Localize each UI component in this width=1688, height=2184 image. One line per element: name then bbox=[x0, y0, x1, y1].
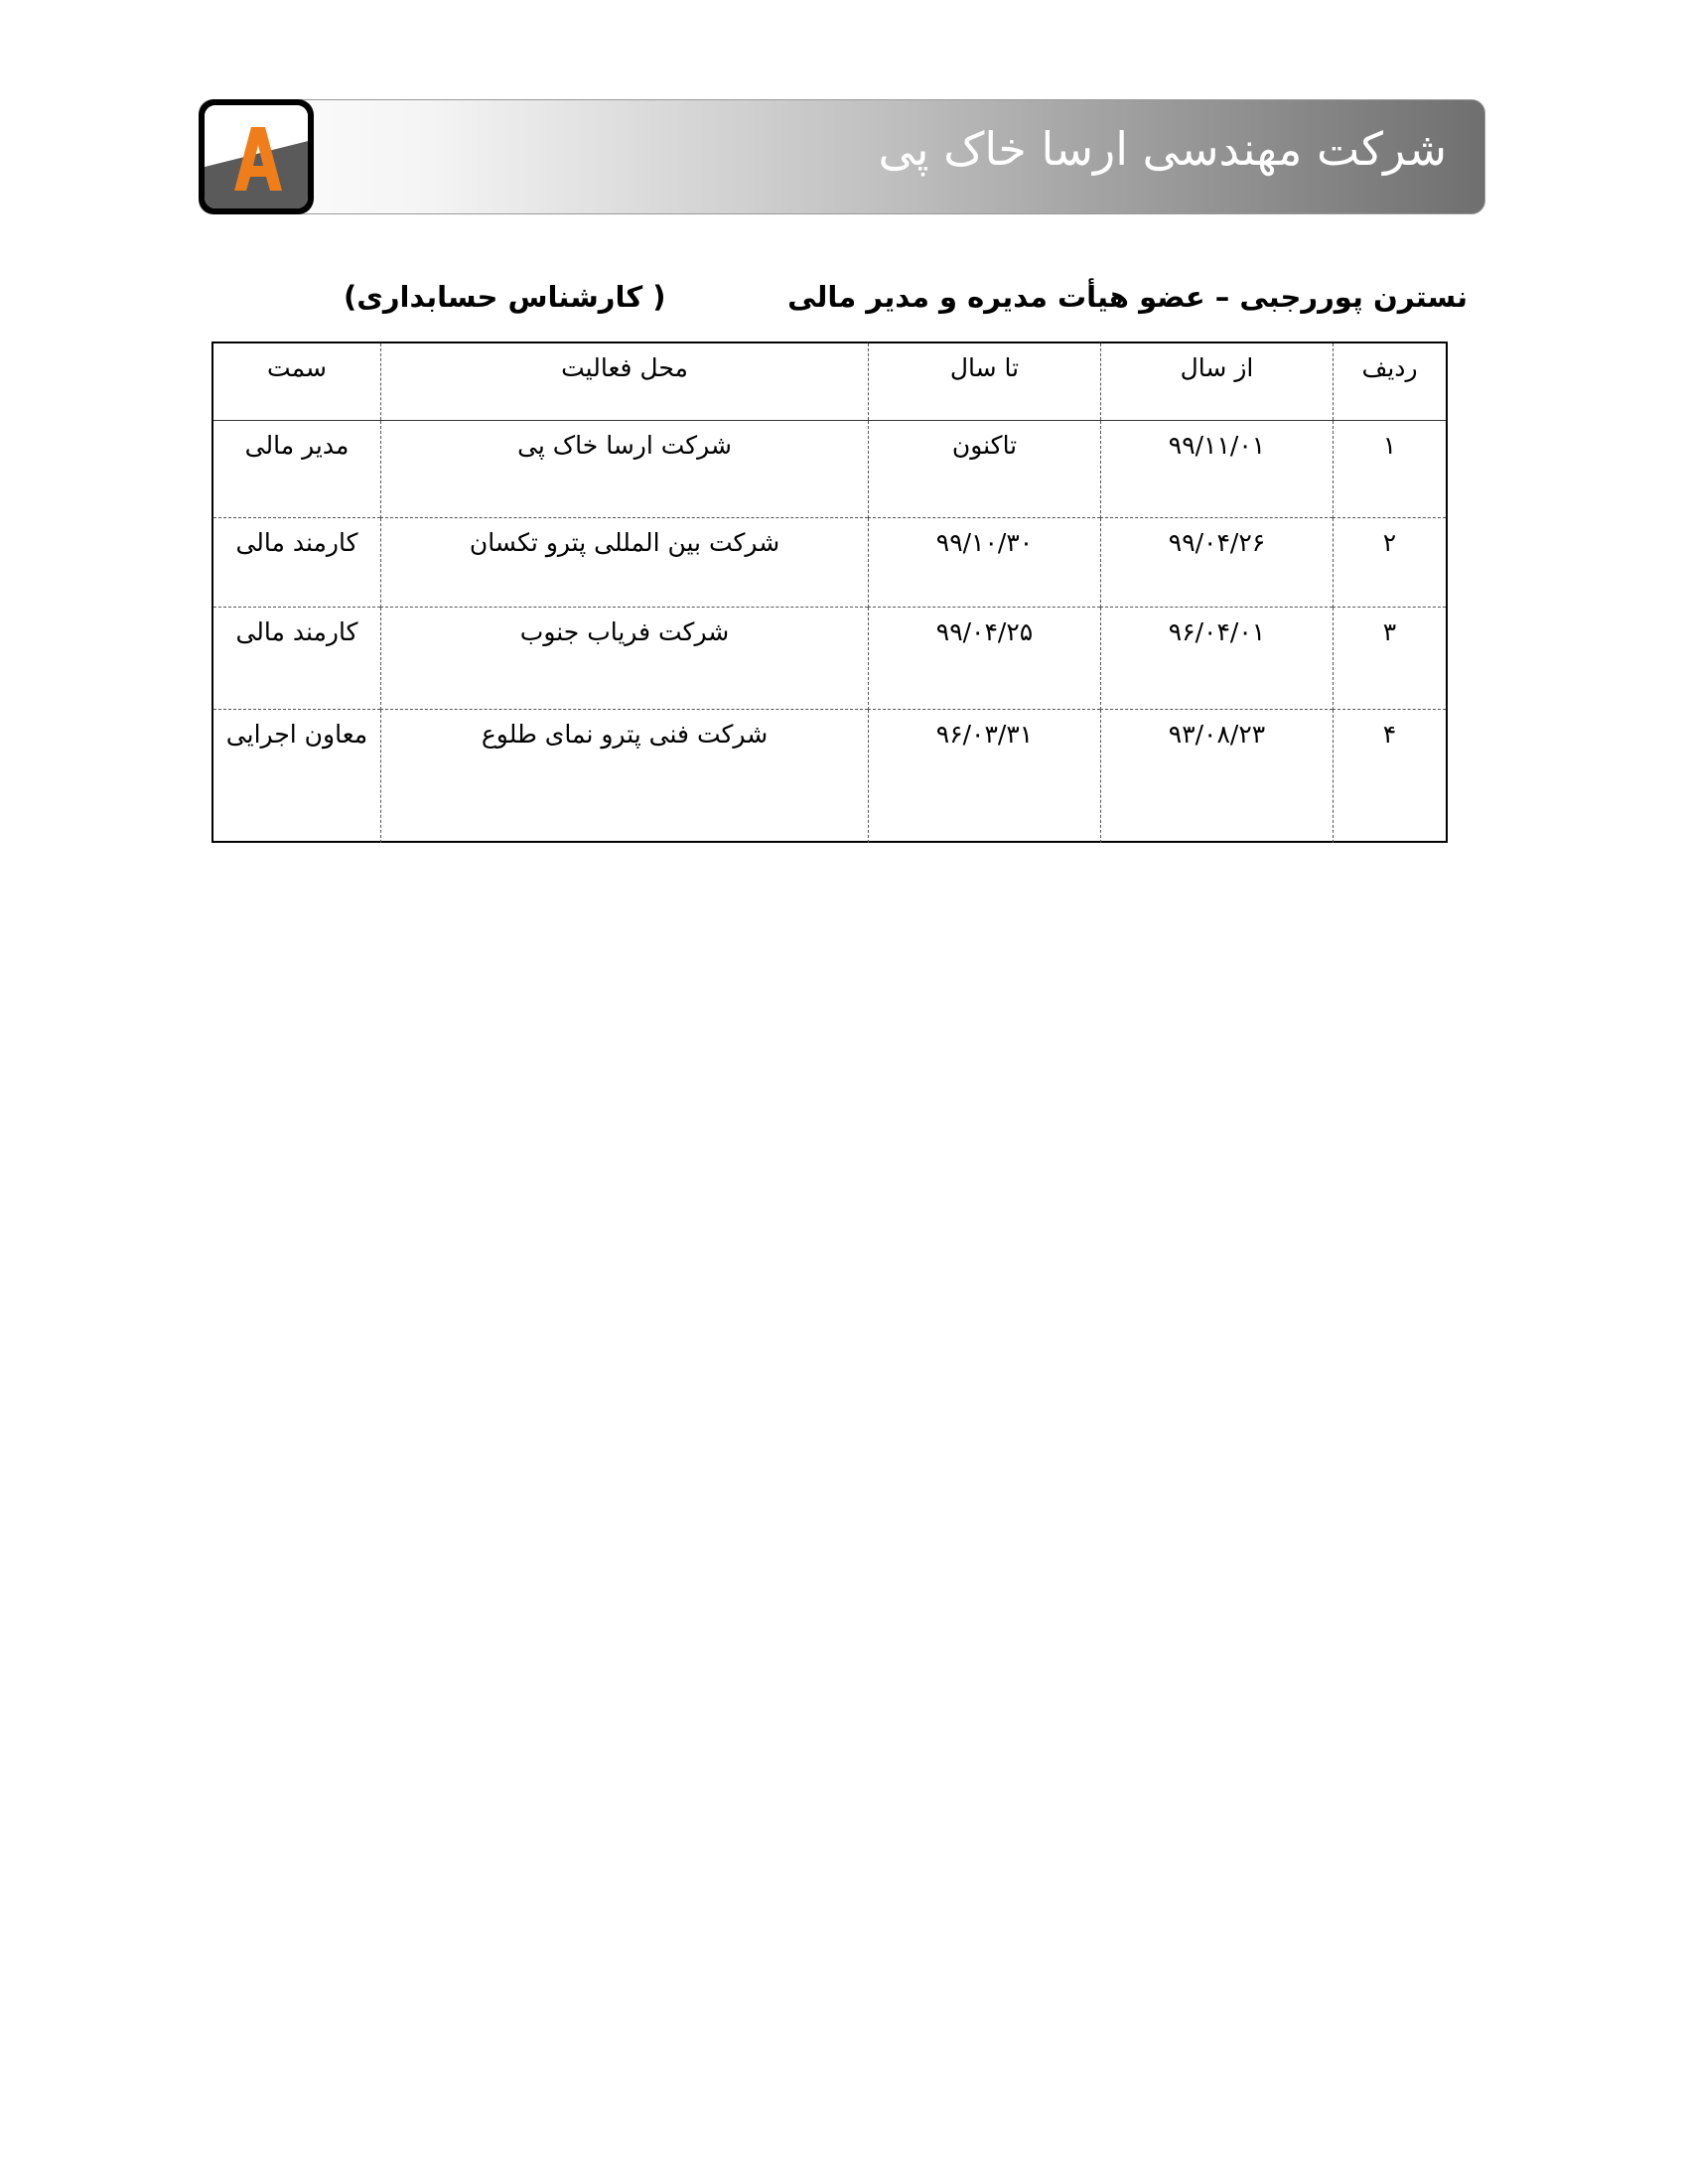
cell-from-year: ۹۹/۱۱/۰۱ bbox=[1101, 420, 1334, 517]
cell-place: شرکت فنی پترو نمای طلوع bbox=[381, 709, 869, 843]
table-header-row bbox=[213, 343, 1446, 420]
table-row bbox=[213, 607, 1446, 709]
header-banner bbox=[199, 99, 1485, 214]
company-logo bbox=[199, 99, 314, 214]
cell-post: کارمند مالی bbox=[213, 517, 381, 607]
cell-from-year: ۹۶/۰۴/۰۱ bbox=[1101, 607, 1334, 709]
header-post: سمت bbox=[213, 343, 381, 420]
cell-radif: ۲ bbox=[1334, 517, 1447, 607]
cell-post: معاون اجرایی bbox=[213, 709, 381, 843]
header-radif: ردیف bbox=[1334, 343, 1447, 420]
cell-to-year: ۹۹/۱۰/۳۰ bbox=[869, 517, 1101, 607]
cell-radif: ۴ bbox=[1334, 709, 1447, 843]
cell-place: شرکت بین المللی پترو تکسان bbox=[381, 517, 869, 607]
employment-table bbox=[211, 341, 1448, 843]
cell-post: مدیر مالی bbox=[213, 420, 381, 517]
cell-to-year: تاکنون bbox=[869, 420, 1101, 517]
cell-place: شرکت ارسا خاک پی bbox=[381, 420, 869, 517]
table-row bbox=[213, 709, 1446, 843]
company-title: شرکت مهندسی ارسا خاک پی bbox=[878, 122, 1447, 176]
table-row bbox=[213, 517, 1446, 607]
person-expertise: ( کارشناس حسابداری) bbox=[344, 280, 666, 314]
cell-radif: ۳ bbox=[1334, 607, 1447, 709]
header-place: محل فعالیت bbox=[381, 343, 869, 420]
cell-from-year: ۹۳/۰۸/۲۳ bbox=[1101, 709, 1334, 843]
cell-to-year: ۹۶/۰۳/۳۱ bbox=[869, 709, 1101, 843]
logo-mark bbox=[205, 105, 308, 208]
header-to-year: تا سال bbox=[869, 343, 1101, 420]
cell-post: کارمند مالی bbox=[213, 607, 381, 709]
cell-from-year: ۹۹/۰۴/۲۶ bbox=[1101, 517, 1334, 607]
table-row bbox=[213, 420, 1446, 517]
cell-to-year: ۹۹/۰۴/۲۵ bbox=[869, 607, 1101, 709]
cell-place: شرکت فریاب جنوب bbox=[381, 607, 869, 709]
cell-radif: ۱ bbox=[1334, 420, 1447, 517]
header-from-year: از سال bbox=[1101, 343, 1334, 420]
person-name-title: نسترن پوررجبی – عضو هیأت مدیره و مدیر مالی bbox=[787, 280, 1468, 314]
